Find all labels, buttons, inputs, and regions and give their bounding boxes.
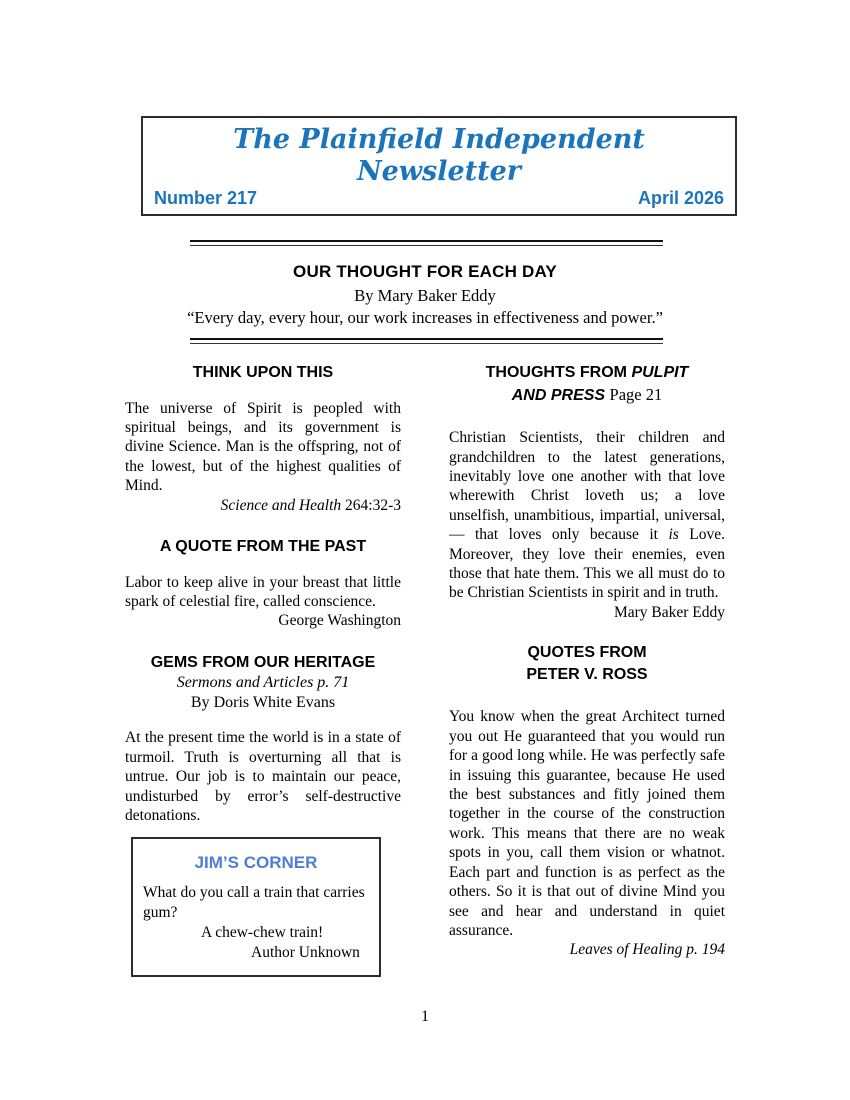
ross-body: You know when the great Architect turned you out He guaranteed that you would run for a good long while. He was perfectly safe in issuing this guarantee, because He used the best substances and fitly joined them together in the course of the construction work. This means that there are no weak spots in you, call them vision or whatnot. Each part and function is as perfect as the others. So it is that out of divine Mind you see and hear and understand in quiet assurance. [449, 708, 725, 939]
ross-citation [449, 940, 725, 959]
thought-heading: OUR THOUGHT FOR EACH DAY [293, 262, 557, 281]
issue-date: April 2026 [637, 188, 724, 208]
think-upon-this-body: The universe of Spirit is peopled with spiritual beings, and its government is divine Science. Man is the offspring, not of the lowest, but of the highest qualities of Mind. [125, 399, 401, 495]
jims-corner-heading: JIM’S CORNER [194, 853, 318, 873]
pulpit-body-post: Love. Moreover, they love their enemies, even those that hate them. This we all must do to be Christian Scientists in spirit and in truth. [449, 526, 725, 602]
masthead-issue-row [154, 188, 724, 209]
ross-heading-line2: PETER V. ROSS [526, 665, 648, 683]
gems-byline: By Doris White Evans [190, 694, 336, 712]
thought-section [125, 262, 725, 328]
citation-title: Science and Health [220, 496, 342, 514]
section-heading-quote-from-past: A QUOTE FROM THE PAST [159, 538, 367, 556]
double-rule-top [190, 240, 663, 246]
ross-citation-title: Leaves of Healing p. 194 [569, 941, 725, 959]
double-rule-bottom [190, 338, 663, 344]
jims-corner-box [131, 837, 381, 977]
thought-byline: By Mary Baker Eddy [354, 286, 496, 305]
right-column [449, 362, 725, 960]
pulpit-body-emphasis: is [668, 526, 679, 544]
newsletter-title-line1: The Plainfield Independent [233, 124, 645, 155]
jims-corner-question: What do you call a train that carries gum? [143, 884, 365, 922]
issue-number: Number 217 [154, 188, 258, 208]
section-heading-peter-v-ross [449, 642, 725, 685]
pulpit-heading-prefix: THOUGHTS FROM [485, 364, 627, 381]
jims-corner-attribution: Author Unknown [251, 944, 360, 962]
left-column [125, 362, 401, 977]
think-upon-this-citation [125, 496, 401, 515]
quote-from-past-attribution: George Washington [278, 612, 401, 630]
pulpit-heading-page: Page 21 [609, 384, 663, 404]
section-heading-pulpit-and-press [449, 362, 725, 406]
page-number: 1 [421, 1008, 429, 1025]
newsletter-title-line2: Newsletter [356, 155, 522, 187]
section-heading-gems: GEMS FROM OUR HERITAGE [150, 653, 376, 671]
pulpit-attribution: Mary Baker Eddy [613, 603, 725, 621]
section-heading-think-upon-this: THINK UPON THIS [192, 364, 334, 381]
gems-source [125, 673, 401, 693]
gems-source-title: Sermons and Articles p. 71 [176, 674, 350, 692]
pulpit-body [449, 428, 725, 603]
newsletter-title [143, 124, 735, 188]
pulpit-heading-title-1: PULPIT [631, 364, 689, 381]
pulpit-body-pre: Christian Scientists, their children and grandchildren to the latest generations, inevitably love one another with that love wherewith Christ loveth us; a love unselfish, unambitious, impartial, universal,— that loves only because it [449, 429, 725, 544]
ross-heading-line1: QUOTES FROM [527, 644, 647, 662]
quote-from-past-body: Labor to keep alive in your breast that little spark of celestial fire, called conscience. [125, 573, 401, 611]
masthead-box [141, 116, 737, 216]
gems-body: At the present time the world is in a state of turmoil. Truth is overturning all that is untrue. Our job is to maintain our peace, undisturbed by error’s self-destructive detonations. [125, 729, 401, 825]
citation-reference: 264:32-3 [341, 496, 401, 514]
pulpit-heading-title-2: AND PRESS [511, 386, 606, 404]
thought-quote: “Every day, every hour, our work increases in effectiveness and power.” [187, 308, 663, 327]
jims-corner-answer: A chew-chew train! [201, 924, 324, 942]
